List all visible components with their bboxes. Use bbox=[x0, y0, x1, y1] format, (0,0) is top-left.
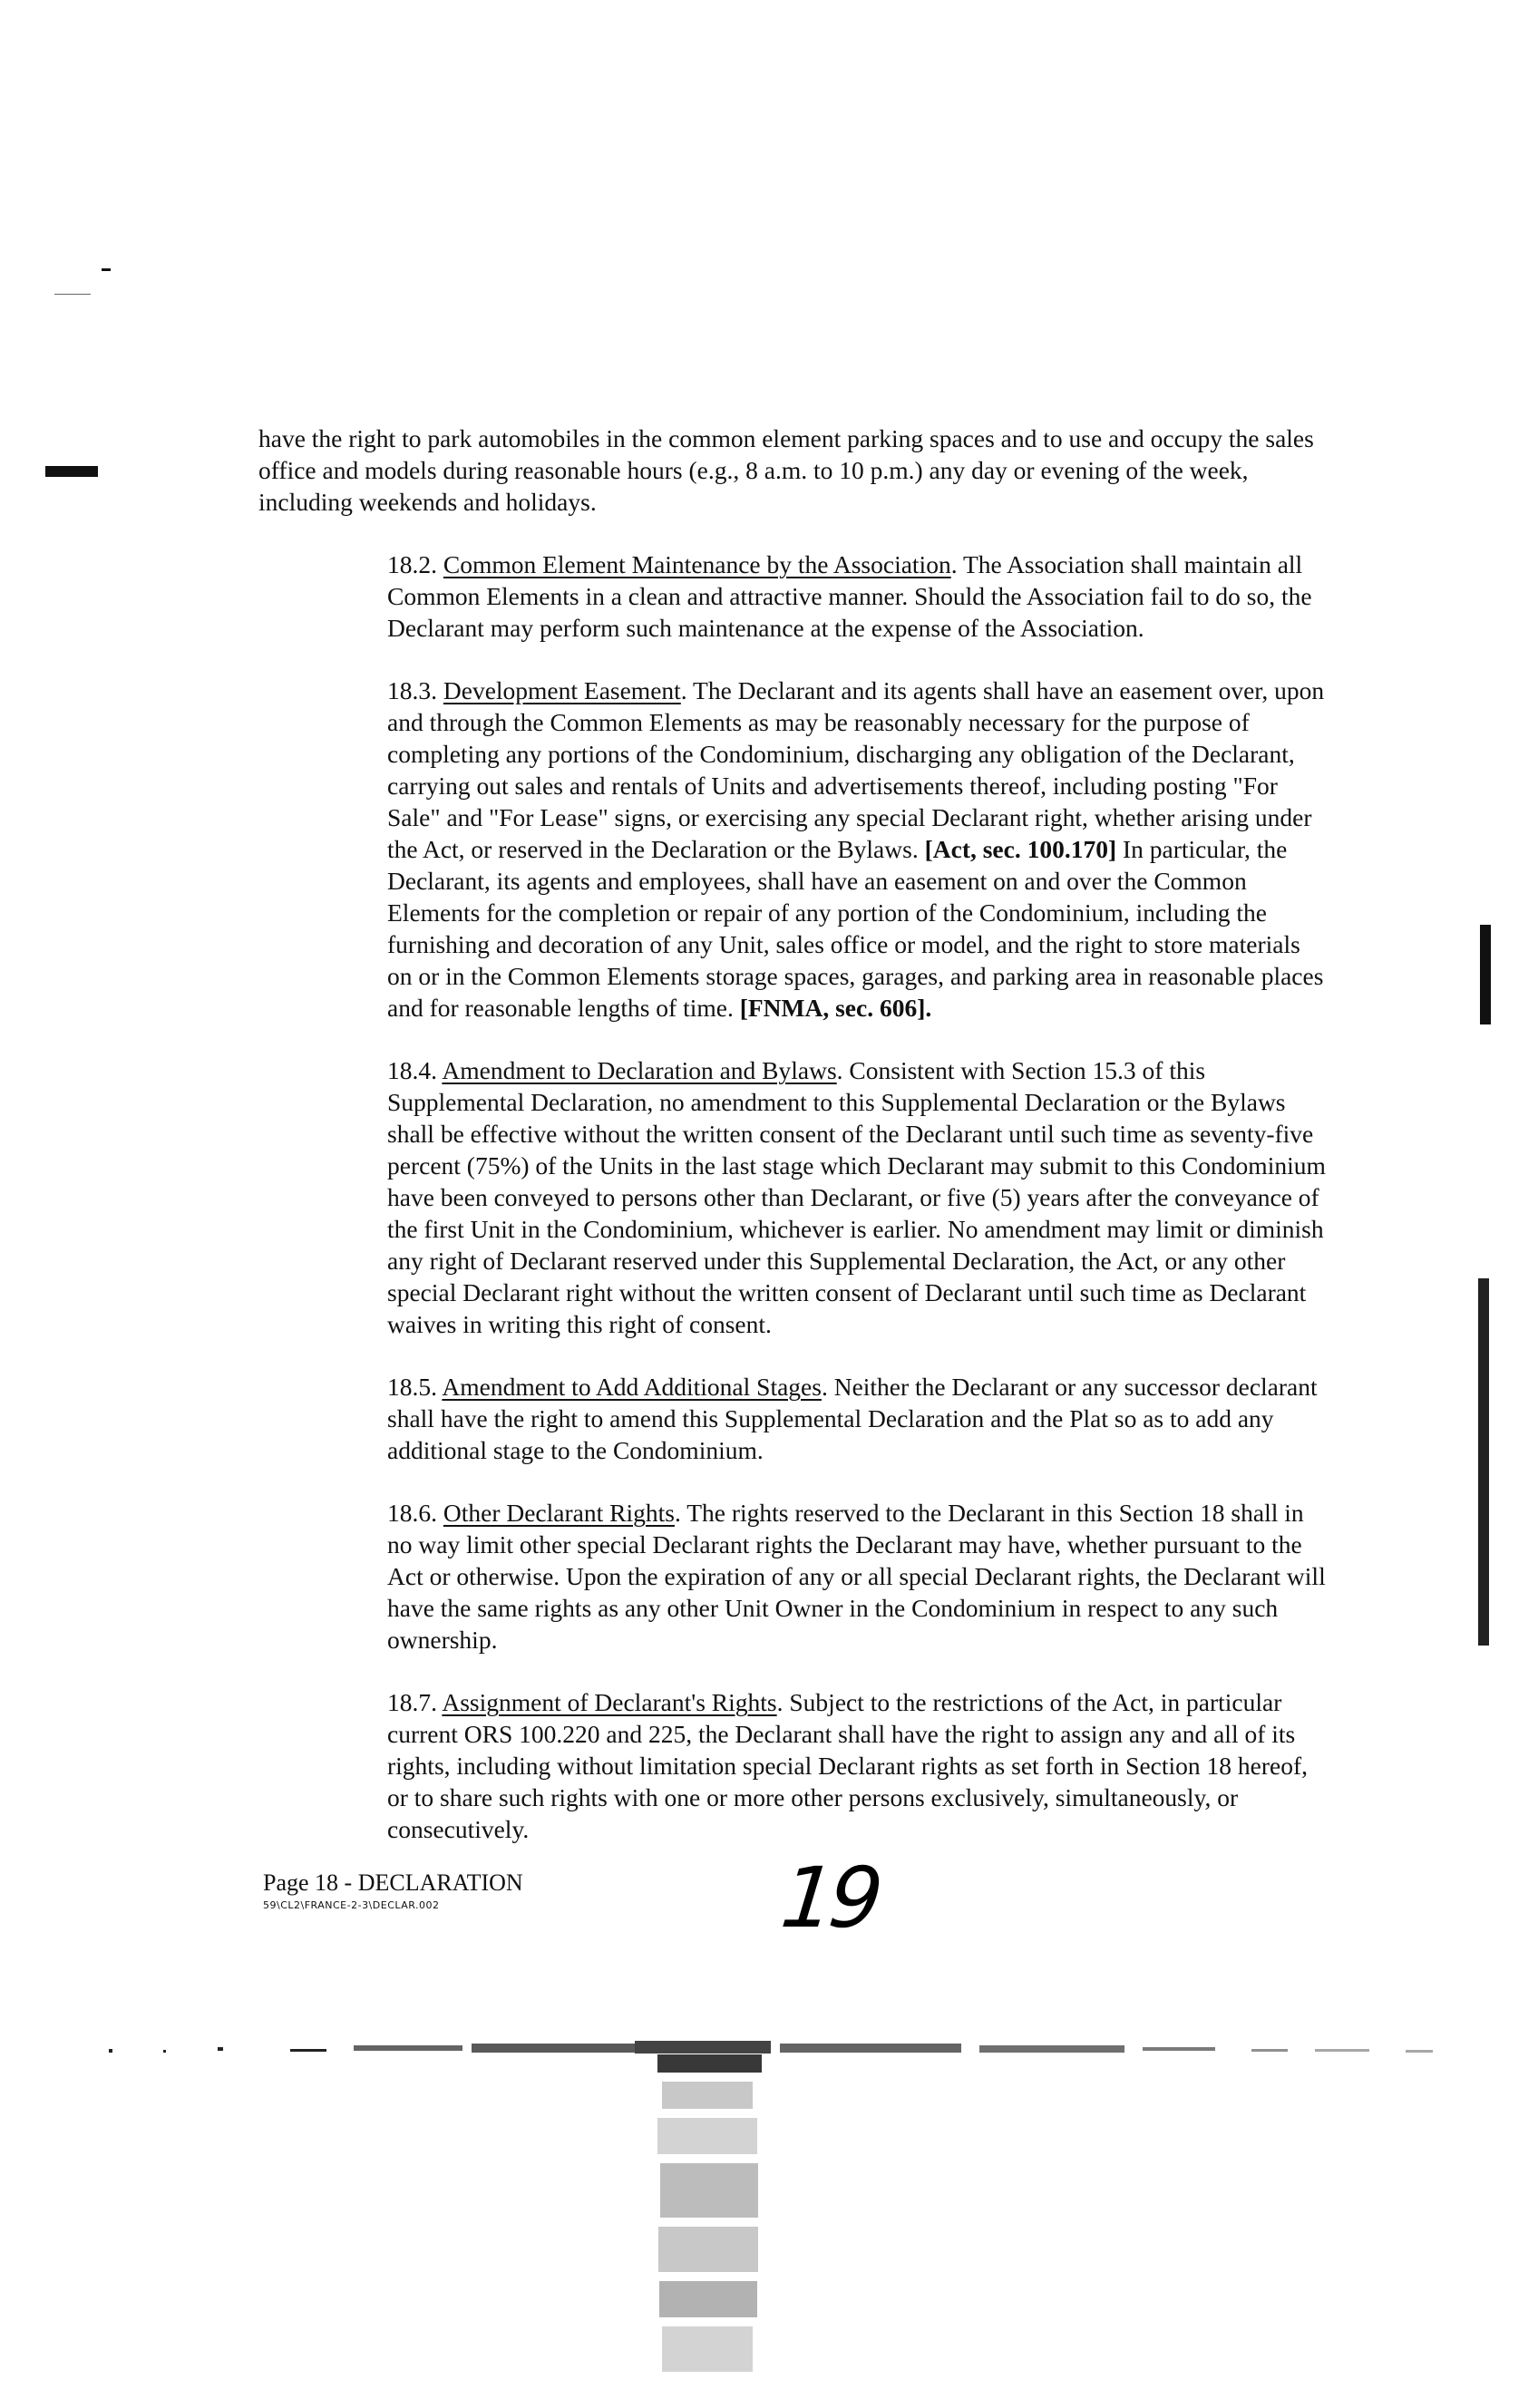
footer-file-code: 59\CL2\FRANCE-2-3\DECLAR.002 bbox=[263, 1899, 440, 1911]
paragraph-18-4: 18.4. Amendment to Declaration and Bylaws. Consistent with Section 15.3 of this Supplemental Declaration, no amendment to this Supplemental Declaration or the Bylaws shall be effective without the written consent of the Declarant until such time as seventy-five percent (75%) of the Units in the last stage which Declarant may submit to this Condominium have been conveyed to persons other than Declarant, or five (5) years after the conveyance of the first Unit in the Condominium, whichever is earlier. No amendment may limit or diminish any right of Declarant reserved under this Supplemental Declaration, the Act, or any other special Declarant right without the written consent of Declarant until such time as Declarant waives in writing this right of consent. bbox=[387, 1056, 1326, 1338]
scan-mark-right-1 bbox=[1480, 925, 1491, 1024]
section-heading: Development Easement bbox=[443, 676, 681, 704]
paragraph-18-6: 18.6. Other Declarant Rights. The rights reserved to the Declarant in this Section 18 shall in no way limit other special Declarant rights the Declarant may have, whether pursuant to the Act or otherwise. Upon the expiration of any or all special Declarant rights, the Declarant will have the same rights as any other Unit Owner in the Condominium in respect to any such ownership. bbox=[387, 1499, 1326, 1654]
section-heading: Common Element Maintenance by the Association bbox=[443, 550, 951, 578]
footer-title: Page 18 - DECLARATION bbox=[263, 1869, 523, 1896]
page-footer bbox=[263, 1870, 523, 1912]
citation-fnma: [FNMA, sec. 606] bbox=[739, 994, 926, 1022]
scan-mark-left bbox=[102, 268, 111, 271]
handwritten-page-number: 19 bbox=[776, 1850, 882, 1947]
scan-noise-bottom bbox=[0, 2027, 1538, 2408]
scan-mark-left-bar bbox=[45, 466, 98, 477]
scan-mark-right-2 bbox=[1478, 1278, 1489, 1646]
section-heading: Other Declarant Rights bbox=[443, 1499, 675, 1527]
citation-act: [Act, sec. 100.170] bbox=[924, 835, 1117, 863]
paragraph-18-7: 18.7. Assignment of Declarant's Rights. Subject to the restrictions of the Act, in particular current ORS 100.220 and 225, the Declarant shall have the right to assign any and all of its rights, including without limitation special Declarant rights as set forth in Section 18 hereof, or to share such rights with one or more other persons exclusively, simultaneously, or consecutively. bbox=[387, 1688, 1308, 1843]
paragraph-18-2: 18.2. Common Element Maintenance by the Association. The Association shall maintain all Common Elements in a clean and attractive manner. Should the Association fail to do so, the Declarant may perform such maintenance at the expense of the Association. bbox=[387, 550, 1312, 642]
section-heading: Amendment to Add Additional Stages bbox=[442, 1373, 822, 1401]
document-body bbox=[258, 422, 1329, 1876]
paragraph-18-5: 18.5. Amendment to Add Additional Stages. Neither the Declarant or any successor declarant shall have the right to amend this Supplemental Declaration and the Plat so as to add any additional stage to the Condominium. bbox=[387, 1373, 1318, 1464]
scan-mark-left-line bbox=[54, 294, 91, 295]
section-heading: Assignment of Declarant's Rights bbox=[442, 1688, 777, 1716]
paragraph-intro: have the right to park automobiles in the common element parking spaces and to use and occupy the sales office and models during reasonable hours (e.g., 8 a.m. to 10 p.m.) any day or evening of the week, including weekends and holidays. bbox=[258, 424, 1314, 516]
paragraph-18-3: 18.3. Development Easement. The Declarant and its agents shall have an easement over, upon and through the Common Elements as may be reasonably necessary for the purpose of completing any portions of the Condominium, discharging any obligation of the Declarant, carrying out sales and rentals of Units and advertisements thereof, including posting "For Sale" and "For Lease" signs, or exercising any special Declarant right, whether arising under the Act, or reserved in the Declaration or the Bylaws. [Act, sec. 100.170] In particular, the Declarant, its agents and employees, shall have an easement on and over the Common Elements for the completion or repair of any portion of the Condominium, including the furnishing and decoration of any Unit, sales office or model, and the right to store materials on or in the Common Elements storage spaces, garages, and parking area in reasonable places and for reasonable lengths of time. [FNMA, sec. 606]. bbox=[387, 676, 1325, 1022]
section-heading: Amendment to Declaration and Bylaws bbox=[442, 1056, 837, 1084]
